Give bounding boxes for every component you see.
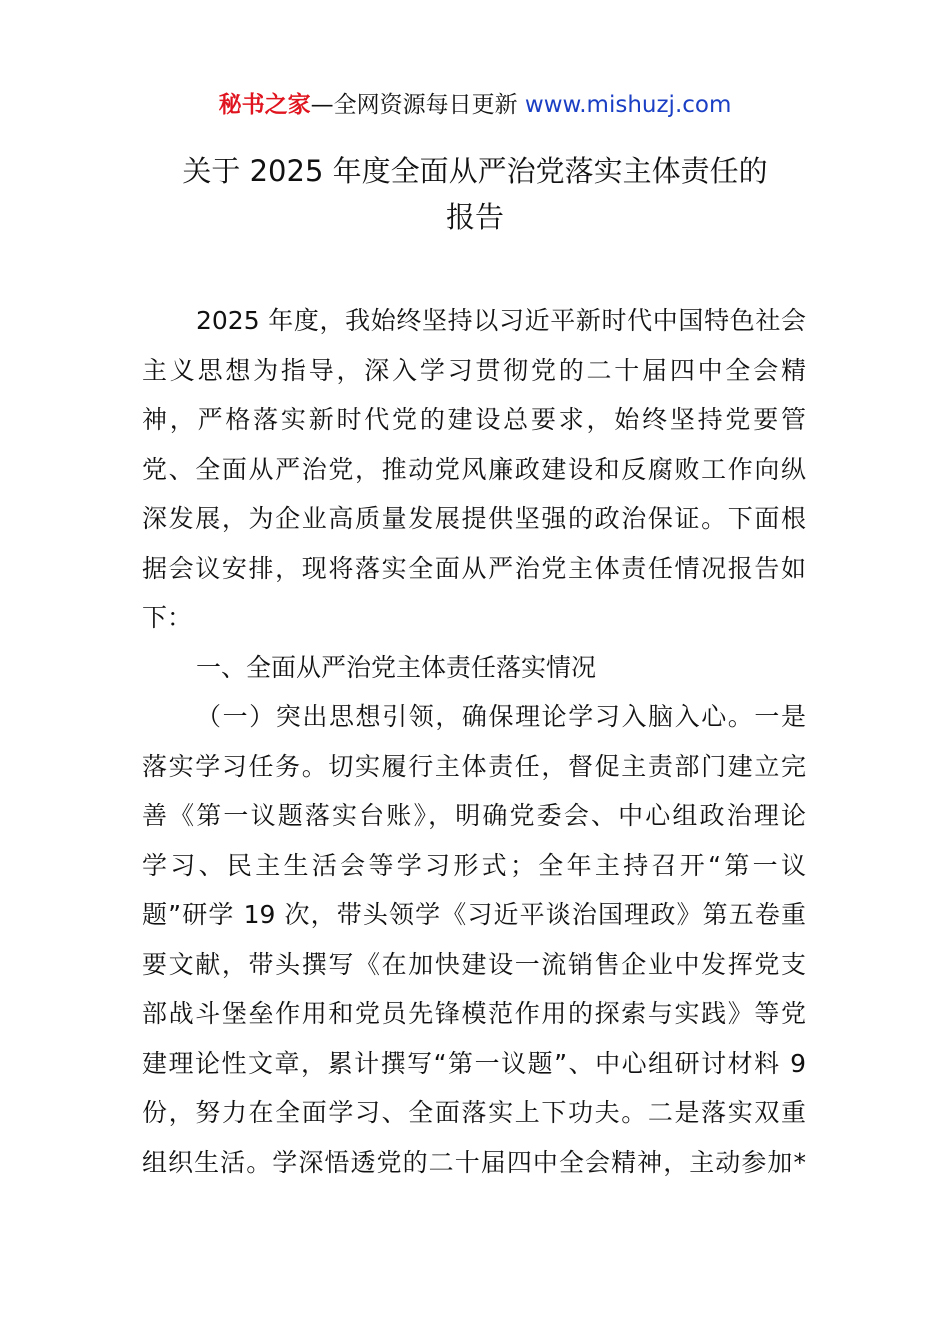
document-body	[142, 296, 806, 1187]
paragraph-line: 深发展，为企业高质量发展提供坚强的政治保证。下面根	[142, 504, 806, 533]
paragraph-line: 神，严格落实新时代党的建设总要求，始终坚持党要管	[142, 405, 806, 434]
paragraph-line: 2025 年度，我始终坚持以习近平新时代中国特色社会	[196, 306, 806, 335]
section-heading: 一、全面从严治党主体责任落实情况	[196, 652, 597, 682]
paragraph-line: 落实学习任务。切实履行主体责任，督促主责部门建立完	[142, 751, 806, 781]
paragraph-line: 下：	[142, 603, 193, 632]
paragraph-line: 题”研学 19 次，带头领学《习近平谈治国理政》第五卷重	[142, 900, 806, 929]
title-line-2: 报告	[445, 200, 504, 234]
paragraph-line: （一）突出思想引领，确保理论学习入脑入心。一是	[196, 702, 806, 731]
paragraph-line: 党、全面从严治党，推动党风廉政建设和反腐败工作向纵	[142, 454, 806, 484]
header-tagline: —全网资源每日更新	[310, 92, 518, 118]
paragraph-line: 建理论性文章，累计撰写“第一议题”、中心组研讨材料 9	[142, 1048, 806, 1078]
paragraph-line: 组织生活。学深悟透党的二十届四中全会精神，主动参加*	[142, 1147, 806, 1177]
paragraph-line: 要文献，带头撰写《在加快建设一流销售企业中发挥党支	[142, 949, 806, 979]
paragraph-line: 主义思想为指导，深入学习贯彻党的二十届四中全会精	[142, 355, 806, 385]
paragraph-line: 善《第一议题落实台账》，明确党委会、中心组政治理论	[142, 801, 806, 830]
paragraph-line: 部战斗堡垒作用和党员先锋模范作用的探索与实践》等党	[142, 999, 806, 1028]
paragraph-line: 学习、民主生活会等学习形式；全年主持召开“第一议	[142, 850, 806, 880]
brand-name: 秘书之家	[218, 92, 311, 118]
site-url-link[interactable]: www.mishuzj.com	[524, 92, 732, 118]
paragraph-line: 据会议安排，现将落实全面从严治党主体责任情况报告如	[142, 553, 806, 583]
site-header	[0, 88, 950, 122]
title-line-1: 关于 2025 年度全面从严治党落实主体责任的	[182, 154, 768, 188]
document-title	[80, 148, 870, 240]
paragraph-line: 份，努力在全面学习、全面落实上下功夫。二是落实双重	[142, 1098, 806, 1127]
